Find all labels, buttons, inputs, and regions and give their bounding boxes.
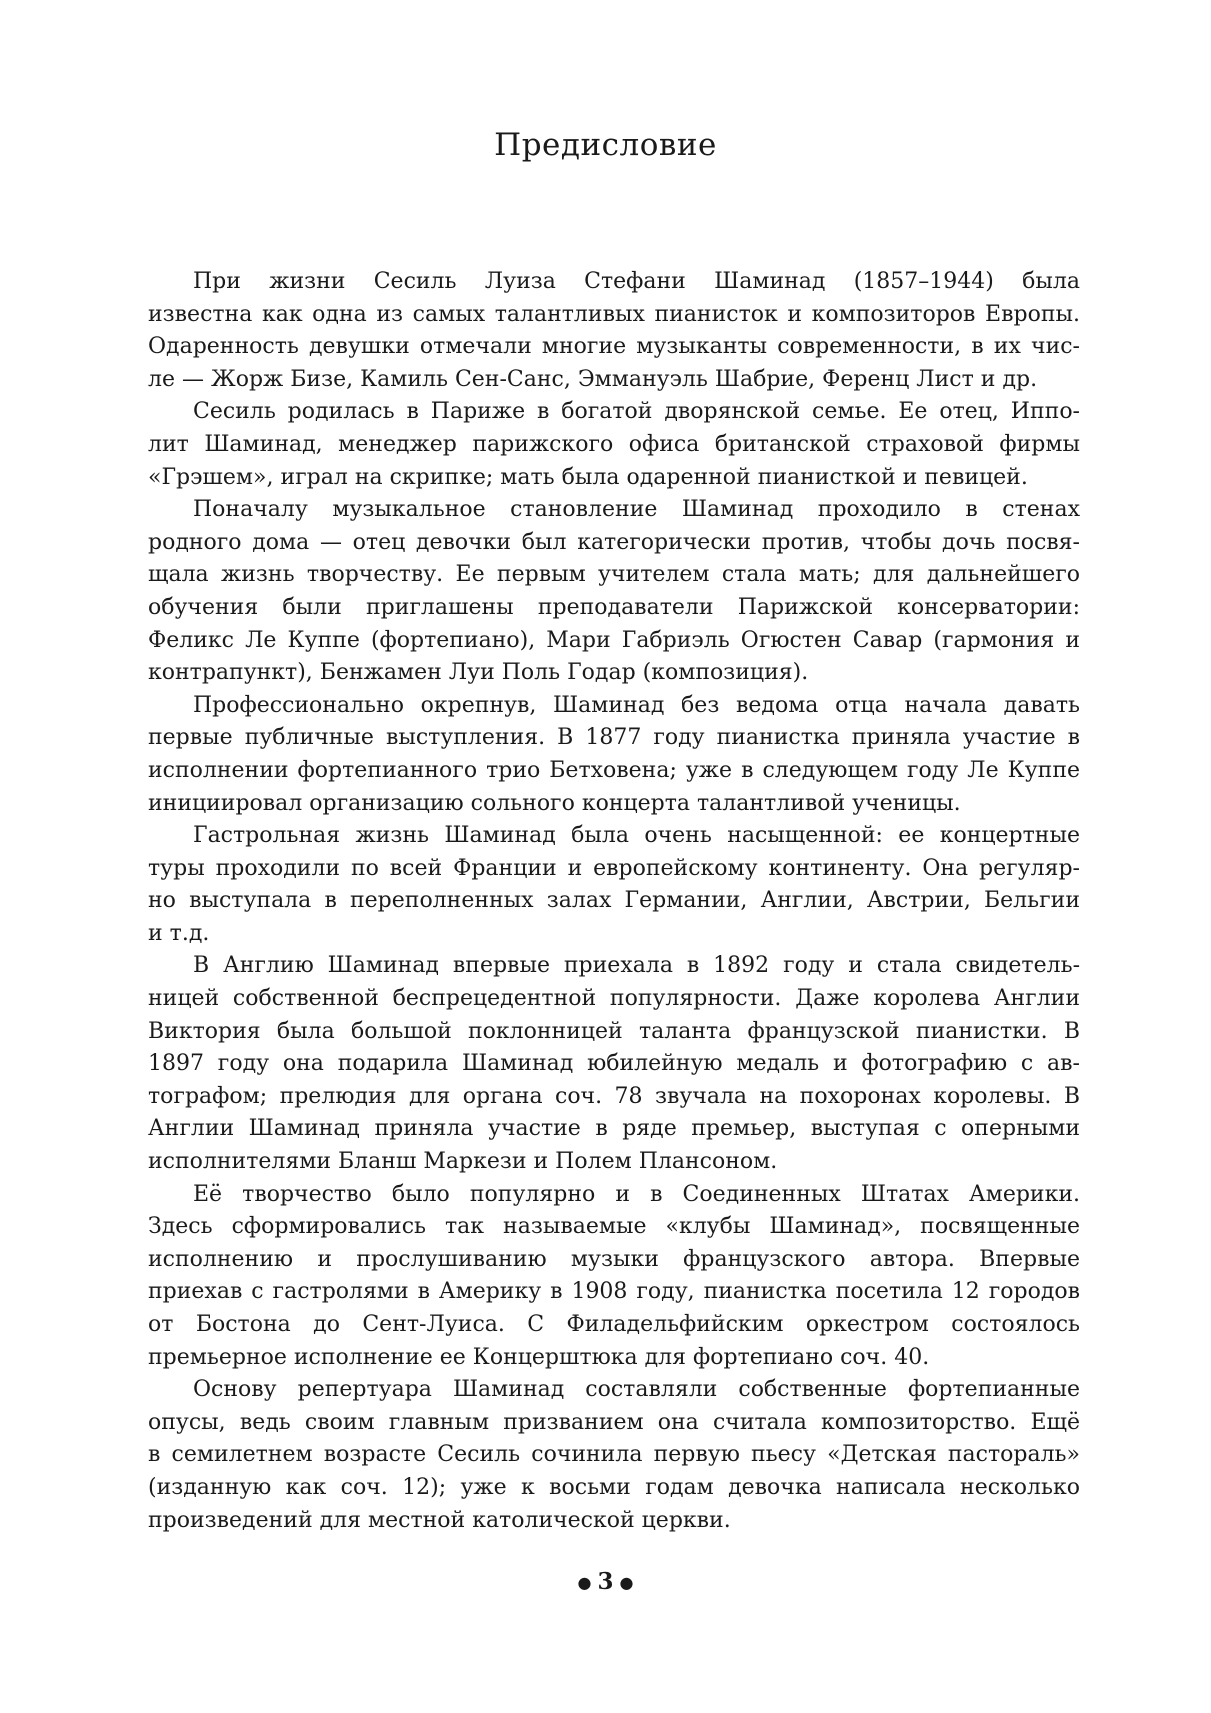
text-line: (изданную как соч. 12); уже к восьми годам девочка написала несколько [148, 1474, 1080, 1500]
page-number-value: 3 [597, 1568, 614, 1595]
paragraph [148, 396, 1080, 494]
text-line: известна как одна из самых талантливых пианисток и композиторов Европы. [148, 301, 1080, 327]
text-line: инициировал организацию сольного концерта талантливой ученицы. [148, 790, 961, 816]
paragraph [148, 950, 1080, 1178]
text-line: исполнению и прослушиванию музыки французского автора. Впервые [148, 1246, 1080, 1272]
paragraph [148, 820, 1080, 950]
text-line: тографом; прелюдия для органа соч. 78 звучала на похоронах королевы. В [148, 1083, 1080, 1109]
bullet-icon: ● [577, 1573, 592, 1592]
text-line: Здесь сформировались так называемые «клубы Шаминад», посвященные [148, 1214, 1080, 1240]
text-line: контрапункт), Бенжамен Луи Поль Годар (композиция). [148, 660, 809, 686]
paragraph [148, 494, 1080, 690]
text-line: обучения были приглашены преподаватели Парижской консерватории: [148, 594, 1080, 620]
text-line: При жизни Сесиль Луиза Стефани Шаминад (1857–1944) была [193, 269, 1080, 294]
text-line: ницей собственной беспрецедентной популярности. Даже королева Англии [148, 986, 1080, 1012]
text-line: лит Шаминад, менеджер парижского офиса британской страховой фирмы [148, 431, 1080, 457]
text-line: Её творчество было популярно и в Соединенных Штатах Америки. [193, 1181, 1080, 1207]
text-line: «Грэшем», играл на скрипке; мать была одаренной пианисткой и певицей. [148, 464, 1028, 490]
text-line: Феликс Ле Куппе (фортепиано), Мари Габриэль Огюстен Савар (гармония и [148, 627, 1080, 653]
text-line: первые публичные выступления. В 1877 году пианистка приняла участие в [148, 725, 1080, 751]
text-line: 1897 году она подарила Шаминад юбилейную медаль и фотографию с ав- [148, 1051, 1080, 1077]
text-line: Основу репертуара Шаминад составляли собственные фортепианные [193, 1377, 1080, 1403]
text-line: от Бостона до Сент-Луиса. С Филадельфийским оркестром состоялось [148, 1312, 1080, 1337]
text-line: исполнителями Бланш Маркези и Полем Плансоном. [148, 1149, 778, 1175]
text-line: Профессионально окрепнув, Шаминад без ведома отца начала давать [193, 692, 1080, 718]
text-line: щала жизнь творчеству. Ее первым учителем стала мать; для дальнейшего [148, 562, 1080, 588]
text-line: Одаренность девушки отмечали многие музыканты современности, в их чис- [148, 334, 1080, 360]
text-line: опусы, ведь своим главным призванием она считала композиторство. Ещё [148, 1409, 1080, 1435]
text-line: Виктория была большой поклонницей таланта французской пианистки. В [148, 1018, 1080, 1044]
text-line: Гастрольная жизнь Шаминад была очень насыщенной: ее концертные [193, 823, 1080, 849]
text-line: приехав с гастролями в Америку в 1908 году, пианистка посетила 12 городов [148, 1279, 1080, 1305]
bullet-icon: ● [619, 1573, 634, 1592]
paragraph [148, 266, 1080, 396]
text-line: исполнении фортепианного трио Бетховена; уже в следующем году Ле Куппе [148, 757, 1080, 783]
page-title: Предисловие [494, 127, 717, 163]
text-line: в семилетнем возрасте Сесиль сочинила первую пьесу «Детская пастораль» [148, 1442, 1080, 1468]
paragraph [148, 1374, 1080, 1537]
text-line: В Англию Шаминад впервые приехала в 1892 году и стала свидетель- [193, 953, 1080, 979]
paragraph [148, 690, 1080, 820]
text-line: ле — Жорж Бизе, Камиль Сен-Санс, Эммануэль Шабрие, Ференц Лист и др. [148, 366, 1038, 392]
text-line: но выступала в переполненных залах Германии, Англии, Австрии, Бельгии [148, 888, 1080, 914]
page-number [0, 1567, 1211, 1598]
text-line: премьерное исполнение ее Концерштюка для фортепиано соч. 40. [148, 1344, 930, 1370]
paragraph [148, 1179, 1080, 1375]
text-line: и т.д. [148, 920, 210, 946]
text-line: Сесиль родилась в Париже в богатой дворянской семье. Ее отец, Иппо- [193, 399, 1080, 425]
text-line: произведений для местной католической церкви. [148, 1507, 731, 1533]
text-line: Англии Шаминад приняла участие в ряде премьер, выступая с оперными [148, 1116, 1080, 1142]
text-line: Поначалу музыкальное становление Шаминад проходило в стенах [193, 497, 1080, 523]
text-line: туры проходили по всей Франции и европейскому континенту. Она регуляр- [148, 855, 1080, 881]
text-line: родного дома — отец девочки был категорически против, чтобы дочь посвя- [148, 529, 1080, 555]
body-text [148, 266, 1080, 1537]
